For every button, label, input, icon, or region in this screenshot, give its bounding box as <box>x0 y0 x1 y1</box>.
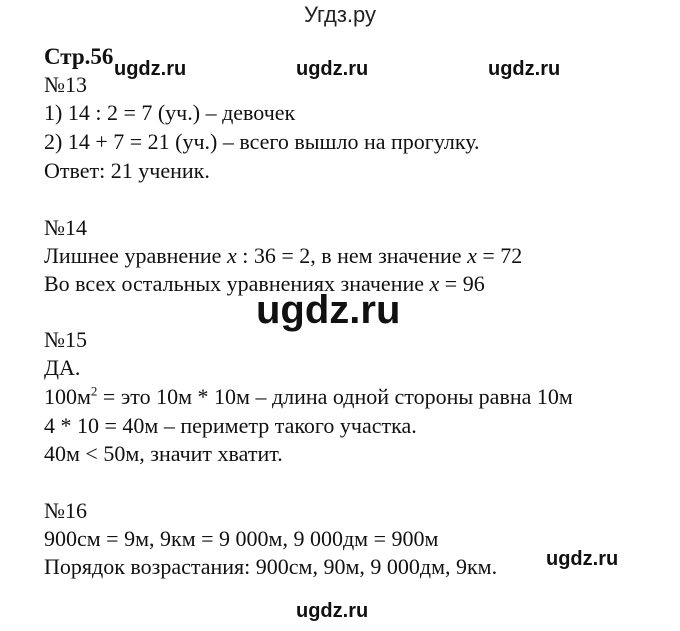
task-16-line-1: 900см = 9м, 9км = 9 000м, 9 000дм = 900м <box>44 526 439 551</box>
task-15-number: №15 <box>44 327 87 352</box>
watermark: ugdz.ru <box>546 548 619 570</box>
task-16-number: №16 <box>44 498 87 523</box>
task-15-line-2: 4 * 10 = 40м – периметр такого участка. <box>44 413 417 438</box>
task-14-number: №14 <box>44 215 87 240</box>
task-13-step-1: 1) 14 : 2 = 7 (уч.) – девочек <box>44 100 296 125</box>
watermark: ugdz.ru <box>488 58 561 80</box>
task-13-step-2: 2) 14 + 7 = 21 (уч.) – всего вышло на прогулку. <box>44 129 480 154</box>
watermark: ugdz.ru <box>296 58 369 80</box>
task-15-line-3: 40м < 50м, значит хватит. <box>44 441 283 466</box>
task-16-line-2: Порядок возрастания: 900см, 90м, 9 000дм, 9км. <box>44 554 498 579</box>
page-reference: Стр.56 <box>44 44 114 69</box>
task-15-line-1: $100м^2$ = это 10м * 10м – длина одной стороны равна 10м <box>44 383 573 409</box>
task-15-yes: ДА. <box>44 355 81 380</box>
task-14-line-2: Во всех остальных уравнениях значение x = 96 <box>44 271 485 296</box>
task-13-number: №13 <box>44 72 87 97</box>
task-14-line-1: Лишнее уравнение x : 36 = 2, в нем значение x = 72 <box>44 243 523 268</box>
task-13-answer: Ответ: 21 ученик. <box>44 158 210 183</box>
watermark: ugdz.ru <box>296 600 369 622</box>
site-title: Угдз.ру <box>303 2 377 27</box>
watermark: ugdz.ru <box>114 58 187 80</box>
watermark-large: ugdz.ru <box>256 288 401 332</box>
